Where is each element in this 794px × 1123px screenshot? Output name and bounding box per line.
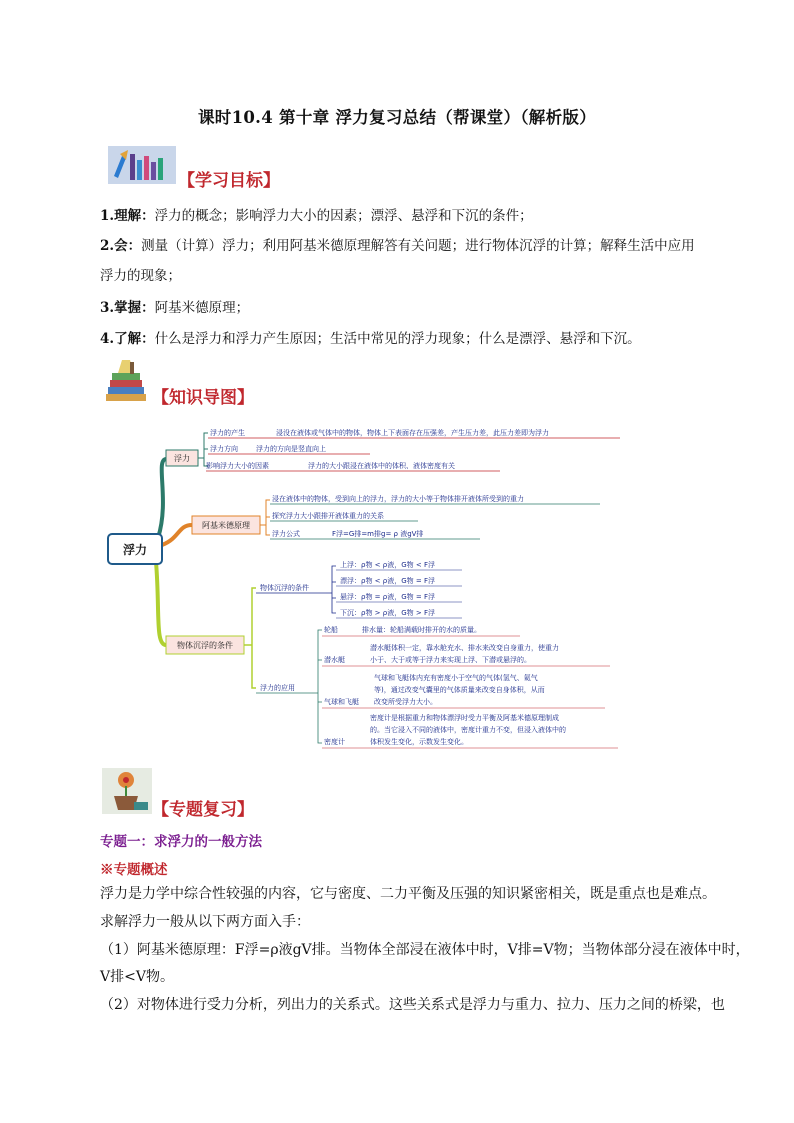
goals-section-icon [108,146,176,184]
branch-connector [162,525,192,545]
mm-app-val-3c: 改变所受浮力大小。 [374,698,437,706]
mindmap-heading: 【知识导图】 [152,388,254,408]
mm-app-key-2: 潜水艇 [324,656,345,664]
mm-b1-val-3: 浮力的大小跟浸在液体中的体积、液体密度有关 [308,462,455,470]
goal-item-3: 3.掌握：阿基米德原理； [100,300,250,316]
overview-paragraph-3: （1）阿基米德原理：F浮=ρ液gV排。当物体全部浸在液体中时，V排=V物；当物体部分浸在液体中时， [100,942,750,958]
mm-b1-val-1: 浸没在液体或气体中的物体，物体上下表面存在压强差，产生压力差，此压力差即为浮力 [276,429,549,437]
mm-b1-val-2: 浮力的方向是竖直向上 [256,445,326,453]
mm-cond-3: 悬浮：ρ物 = ρ液，G物 = F浮 [340,593,435,601]
mindmap-root-label: 浮力 [122,543,148,557]
mm-app-val-1: 排水量：轮船满载时排开的水的质量。 [362,626,481,634]
goal-item-2-cont: 浮力的现象； [100,268,181,284]
mm-cond-2: 漂浮：ρ物 < ρ液，G物 = F浮 [340,577,435,585]
goal-item-4: 4.了解：什么是浮力和浮力产生原因；生活中常见的浮力现象；什么是漂浮、悬浮和下沉。 [100,331,641,347]
mm-app-key-1: 轮船 [324,626,338,634]
flower-pot-icon [102,768,152,814]
mm-b1-key-1: 浮力的产生 [210,429,245,437]
branch-label-2: 阿基米德原理 [202,521,250,530]
topic-title: 专题一：求浮力的一般方法 [100,834,262,850]
mm-cond-1: 上浮：ρ物 < ρ液，G物 < F浮 [340,561,435,569]
mm-app-val-4c: 体积发生变化，示数发生变化。 [370,738,468,746]
mm-app-val-4a: 密度计是根据重力和物体漂浮时受力平衡及阿基米德原理制成 [370,714,559,722]
mm-app-key-3: 气球和飞艇 [324,698,359,706]
overview-label: ※专题概述 [100,862,168,878]
mm-cond-label: 物体沉浮的条件 [260,584,309,592]
overview-paragraph-1: 浮力是力学中综合性较强的内容，它与密度、二力平衡及压强的知识紧密相关，既是重点也是难点。 [100,886,716,902]
knowledge-mindmap [100,420,640,765]
mm-app-val-3b: 等)，通过改变气囊里的气体质量来改变自身体积，从而 [374,686,545,694]
review-heading: 【专题复习】 [152,800,254,820]
mm-b2-item-3: 浮力公式 [272,530,300,538]
mm-app-val-3a: 气球和飞艇体内充有密度小于空气的气体(氢气、氦气 [374,674,538,682]
goal-item-1: 1.理解：浮力的概念；影响浮力大小的因素；漂浮、悬浮和下沉的条件； [100,208,533,224]
mm-b2-formula: F浮=G排=m排g= ρ 液gV排 [332,530,424,538]
mm-b2-item-2: 探究浮力大小跟排开液体重力的关系 [272,512,384,520]
mm-cond-4: 下沉：ρ物 > ρ液，G物 > F浮 [340,609,435,617]
mm-b1-key-2: 浮力方向 [210,445,238,453]
overview-paragraph-3-cont: V排<V物。 [100,969,174,985]
branch-label-1: 浮力 [174,454,190,463]
mm-app-val-2a: 潜水艇体积一定，靠水舱充水、排水来改变自身重力，使重力 [370,644,559,652]
mm-app-label: 浮力的应用 [260,684,295,692]
branch-connector [158,459,166,538]
page-title: 课时10.4 第十章 浮力复习总结（帮课堂）（解析版） [197,108,597,127]
mm-app-key-4: 密度计 [324,738,345,746]
overview-paragraph-2: 求解浮力一般从以下两方面入手： [100,914,310,930]
goals-heading: 【学习目标】 [178,171,280,191]
branch-label-3: 物体沉浮的条件 [177,641,233,650]
overview-paragraph-4: （2）对物体进行受力分析，列出力的关系式。这些关系式是浮力与重力、拉力、压力之间的桥梁，也 [100,997,725,1013]
mm-b2-item-1: 浸在液体中的物体，受到向上的浮力，浮力的大小等于物体排开液体所受到的重力 [272,495,524,503]
mm-b1-key-3: 影响浮力大小的因素 [206,462,269,470]
goal-item-2: 2.会：测量（计算）浮力；利用阿基米德原理解答有关问题；进行物体沉浮的计算；解释生活中应用 [100,238,695,254]
books-icon [100,358,152,404]
mm-app-val-2b: 小于、大于或等于浮力来实现上浮、下潜或悬浮的。 [370,656,531,664]
mm-app-val-4b: 的。当它浸入不同的液体中，密度计重力不变，但浸入液体中的 [370,726,566,734]
branch-connector [156,562,166,645]
